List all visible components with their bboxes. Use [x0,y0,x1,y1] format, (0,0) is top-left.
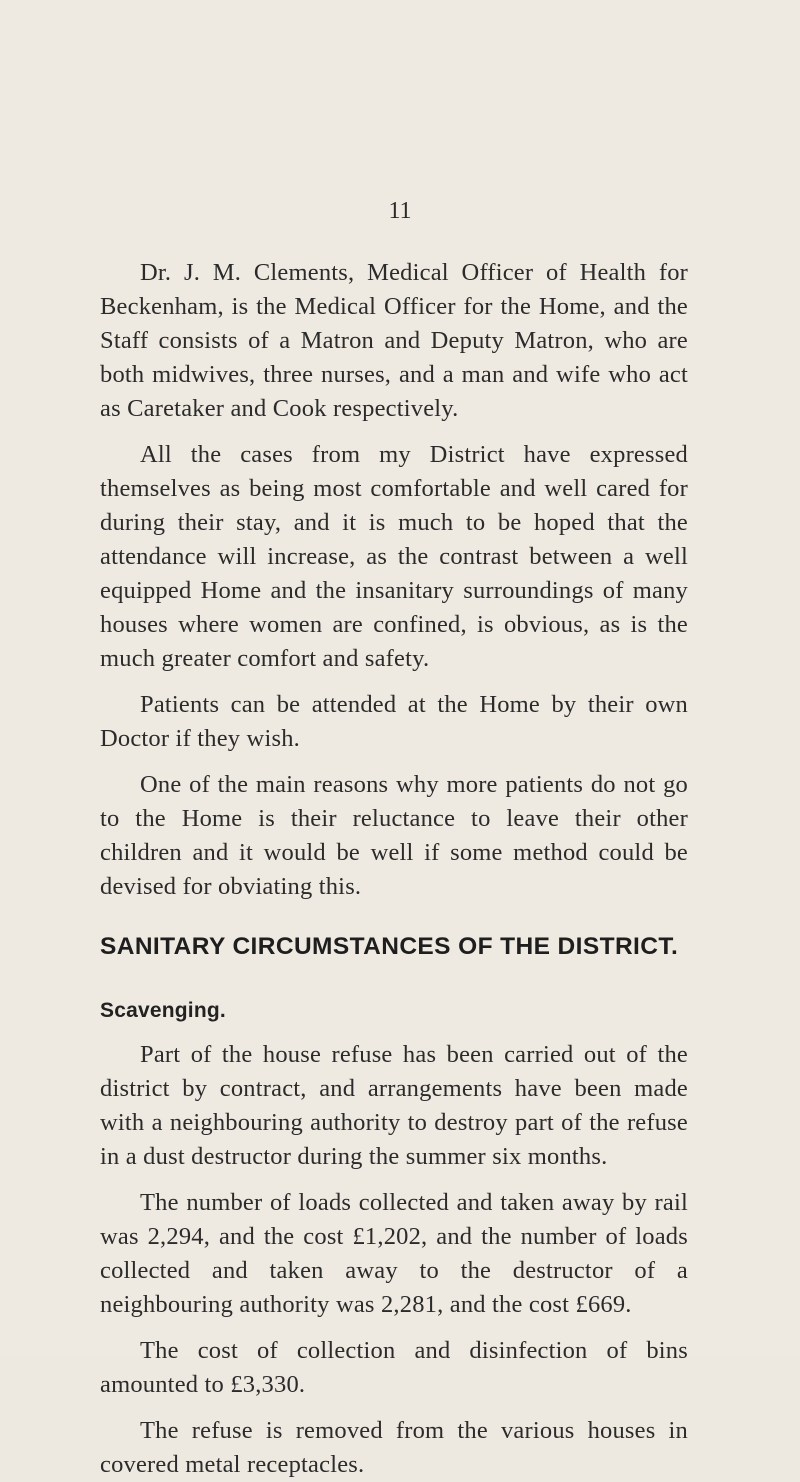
page-number: 11 [388,198,412,224]
paragraph-own-doctor: Patients can be attended at the Home by their own Doctor if they wish. [100,691,688,752]
document-body [100,256,688,1482]
paragraph-refuse-contract: Part of the house refuse has been carried out of the district by contract, and arrangements have been made with a neighbouring authority to destroy part of the refuse in a dust destructor during the summer six months. [100,1041,688,1170]
paragraph-cases-comfort: All the cases from my District have expressed themselves as being most comfortable and well cared for during their stay, and it is much to be hoped that the attendance will increase, as the contrast between a well equipped Home and the insanitary surroundings of many houses where women are confined, is obvious, as is the much greater comfort and safety. [100,441,688,672]
paragraph-reluctance: One of the main reasons why more patients do not go to the Home is their reluctance to leave their other children and it would be well if some method could be devised for obviating this. [100,771,688,900]
paragraph-bins-cost: The cost of collection and disinfection of bins amounted to £3,330. [100,1337,688,1398]
paragraph-staff: Dr. J. M. Clements, Medical Officer of Health for Beckenham, is the Medical Officer for the Home, and the Staff consists of a Matron and Deputy Matron, who are both midwives, three nurses, and a man and wife who act as Caretaker and Cook respectively. [100,259,688,422]
paragraph-loads-cost: The number of loads collected and taken away by rail was 2,294, and the cost £1,202, and the number of loads collected and taken away to the destructor of a neighbouring authority was 2,281, and the cost £669. [100,1189,688,1318]
sub-heading-scavenging: Scavenging. [100,999,226,1022]
section-heading: SANITARY CIRCUMSTANCES OF THE DISTRICT. [100,933,679,960]
paragraph-receptacles: The refuse is removed from the various houses in covered metal receptacles. [100,1417,688,1478]
